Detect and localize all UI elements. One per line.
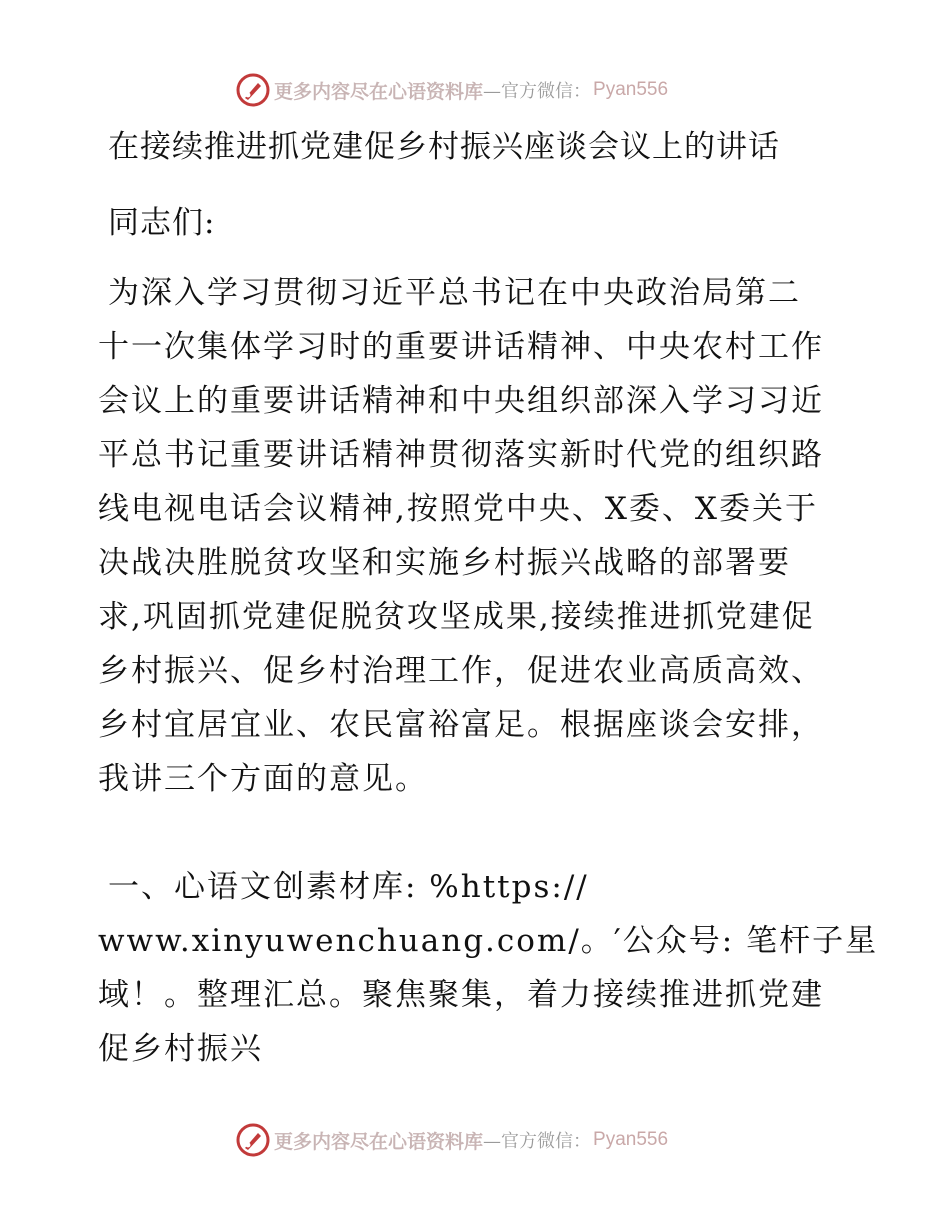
pen-logo-icon xyxy=(236,73,270,107)
watermark-wechat-id: Pyan556 xyxy=(593,79,669,100)
watermark-wechat-id: Pyan556 xyxy=(593,1129,669,1150)
paragraph-line: 会议上的重要讲话精神和中央组织部深入学习习近 xyxy=(98,383,824,419)
paragraph-line: 平总书记重要讲话精神贯彻落实新时代党的组织路 xyxy=(98,437,824,473)
paragraph-line: 求,巩固抓党建促脱贫攻坚成果,接续推进抓党建促 xyxy=(98,599,815,635)
body-paragraph-1 xyxy=(98,266,858,806)
paragraph-line: www.xinyuwenchuang.com/。′公众号: 笔杆子星 xyxy=(98,923,879,959)
header-watermark xyxy=(236,70,668,110)
paragraph-line: 一、心语文创素材库: %https:// xyxy=(108,869,589,905)
document-title: 在接续推进抓党建促乡村振兴座谈会议上的讲话 xyxy=(108,129,780,165)
paragraph-line: 促乡村振兴 xyxy=(98,1031,263,1067)
paragraph-line: 线电视电话会议精神,按照党中央、X委、X委关于 xyxy=(98,491,818,527)
paragraph-line: 十一次集体学习时的重要讲话精神、中央农村工作 xyxy=(98,329,824,365)
pen-logo-icon xyxy=(236,1123,270,1157)
paragraph-line: 决战决胜脱贫攻坚和实施乡村振兴战略的部署要 xyxy=(98,545,791,581)
paragraph-line: 我讲三个方面的意见。 xyxy=(98,761,428,797)
watermark-wechat-label: —官方微信： xyxy=(483,1131,592,1152)
paragraph-line: 乡村振兴、促乡村治理工作，促进农业高质高效、 xyxy=(98,653,824,689)
footer-watermark xyxy=(236,1120,668,1160)
greeting: 同志们: xyxy=(108,205,216,241)
paragraph-line: 域！。整理汇总。聚焦聚集，着力接续推进抓党建 xyxy=(98,977,824,1013)
paragraph-line: 乡村宜居宜业、农民富裕富足。根据座谈会安排， xyxy=(98,707,824,743)
watermark-text: 更多内容尽在心语资料库 xyxy=(274,80,484,103)
paragraph-line: 为深入学习贯彻习近平总书记在中央政治局第二 xyxy=(108,275,801,311)
section-heading-paragraph xyxy=(98,860,879,1076)
watermark-wechat-label: —官方微信： xyxy=(483,81,592,102)
watermark-text: 更多内容尽在心语资料库 xyxy=(274,1130,484,1153)
